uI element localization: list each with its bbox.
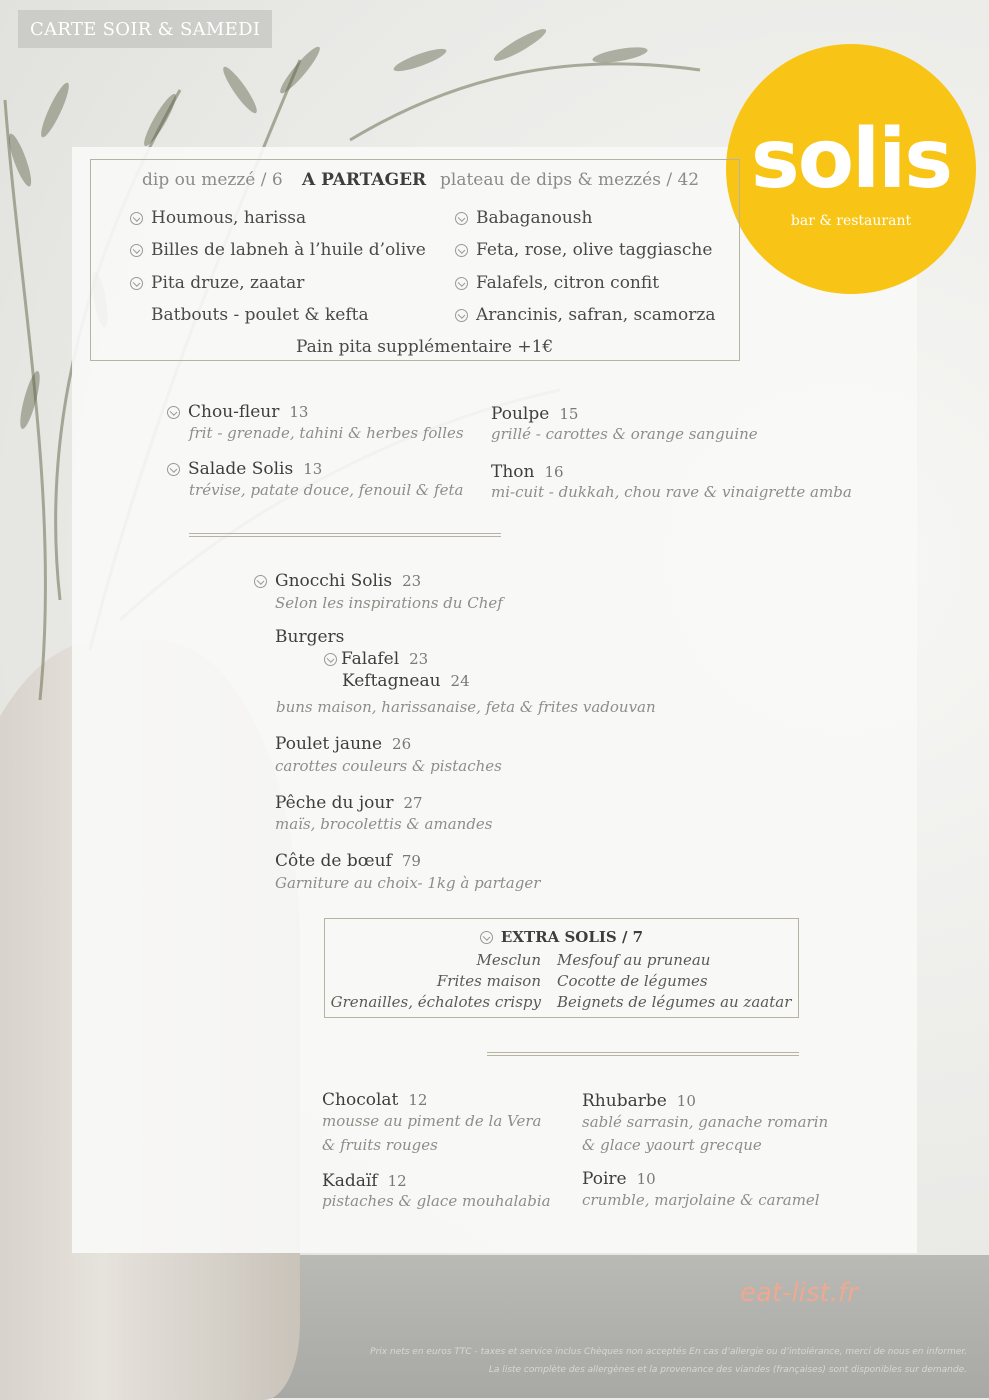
extra-item: Grenailles, échalotes crispy: [330, 993, 541, 1011]
source-watermark: eat-list.fr: [740, 1278, 858, 1308]
dish-cote-de-boeuf: Côte de bœuf 79: [275, 851, 421, 871]
menu-type-tag: CARTE SOIR & SAMEDI: [18, 10, 272, 48]
dish-description: trévise, patate douce, fenouil & feta: [189, 481, 464, 499]
logo-wordmark: solis: [750, 112, 952, 207]
extra-item: Frites maison: [436, 972, 541, 990]
dessert-chocolat: Chocolat 12: [322, 1090, 428, 1110]
dish-salade-solis: Salade Solis 13: [167, 459, 322, 479]
share-item: Billes de labneh à l’huile d’olive: [130, 240, 426, 260]
vegetarian-icon: [130, 277, 143, 290]
share-item: Babaganoush: [455, 208, 592, 228]
vegetarian-icon: [254, 575, 267, 588]
dish-description: mi-cuit - dukkah, chou rave & vinaigrette amba: [491, 483, 852, 501]
dish-description: Selon les inspirations du Chef: [275, 594, 503, 612]
extra-bread-note: Pain pita supplémentaire +1€: [296, 337, 554, 357]
vegetarian-icon: [455, 212, 468, 225]
dish-description: & fruits rouges: [322, 1136, 438, 1154]
burgers-heading: Burgers: [275, 627, 345, 647]
dish-description: buns maison, harissanaise, feta & frites vadouvan: [276, 698, 656, 716]
dish-thon: Thon 16: [491, 462, 564, 482]
extra-item: Cocotte de légumes: [557, 972, 708, 990]
vegetarian-icon: [455, 277, 468, 290]
section-divider: [487, 1052, 799, 1056]
vegetarian-icon: [455, 309, 468, 322]
share-item: Arancinis, safran, scamorza: [455, 305, 716, 325]
footer-legal-line: La liste complète des allergènes et la provenance des viandes (françaises) sont disponibles sur demande.: [488, 1365, 967, 1375]
share-item: Houmous, harissa: [130, 208, 306, 228]
dish-description: crumble, marjolaine & caramel: [582, 1191, 820, 1209]
extra-section-title: EXTRA SOLIS / 7: [324, 926, 799, 948]
vegetarian-icon: [130, 212, 143, 225]
share-item: Batbouts - poulet & kefta: [151, 305, 369, 325]
dish-description: mousse au piment de la Vera: [322, 1112, 542, 1130]
dish-description: carottes couleurs & pistaches: [275, 757, 502, 775]
vegetarian-icon: [324, 653, 337, 666]
dish-poulpe: Poulpe 15: [491, 404, 579, 424]
dish-description: sablé sarrasin, ganache romarin: [582, 1113, 829, 1131]
extra-item: Mesclun: [476, 951, 541, 969]
logo-subtitle: bar & restaurant: [790, 213, 912, 229]
dish-description: maïs, brocolettis & amandes: [275, 815, 493, 833]
share-section-header: [90, 170, 740, 196]
platter-price-label: plateau de dips & mezzés / 42: [440, 170, 700, 190]
dish-description: pistaches & glace mouhalabia: [322, 1192, 551, 1210]
vegetarian-icon: [167, 463, 180, 476]
share-item: Falafels, citron confit: [455, 273, 659, 293]
vegetarian-icon: [130, 244, 143, 257]
solis-logo: [726, 44, 976, 294]
dish-description: frit - grenade, tahini & herbes folles: [189, 424, 464, 442]
extra-item: Mesfouf au pruneau: [557, 951, 711, 969]
extra-item: Beignets de légumes au zaatar: [557, 993, 792, 1011]
dish-burger-keftagneau: Keftagneau 24: [342, 671, 470, 691]
vegetarian-icon: [480, 931, 493, 944]
footer-legal-line: Prix nets en euros TTC - taxes et service inclus Chèques non acceptés En cas d’allergie ou d’intolérance, merci de nous en informer.: [370, 1347, 967, 1357]
share-item: Pita druze, zaatar: [130, 273, 304, 293]
dish-description: grillé - carottes & orange sanguine: [491, 425, 758, 443]
dish-gnocchi-solis: Gnocchi Solis 23: [254, 571, 421, 591]
section-divider: [189, 533, 501, 537]
dessert-poire: Poire 10: [582, 1169, 656, 1189]
dessert-kadaif: Kadaïf 12: [322, 1171, 407, 1191]
dish-description: & glace yaourt grecque: [582, 1136, 762, 1154]
share-section-title: A PARTAGER: [302, 170, 427, 190]
dish-description: Garniture au choix- 1kg à partager: [275, 874, 541, 892]
share-item: Feta, rose, olive taggiasche: [455, 240, 712, 260]
dish-chou-fleur: Chou-fleur 13: [167, 402, 308, 422]
dish-burger-falafel: Falafel 23: [324, 649, 428, 669]
vegetarian-icon: [167, 406, 180, 419]
dish-poulet-jaune: Poulet jaune 26: [275, 734, 412, 754]
dip-price-label: dip ou mezzé / 6: [142, 170, 283, 190]
dish-peche-du-jour: Pêche du jour 27: [275, 793, 423, 813]
vegetarian-icon: [455, 244, 468, 257]
dessert-rhubarbe: Rhubarbe 10: [582, 1091, 696, 1111]
